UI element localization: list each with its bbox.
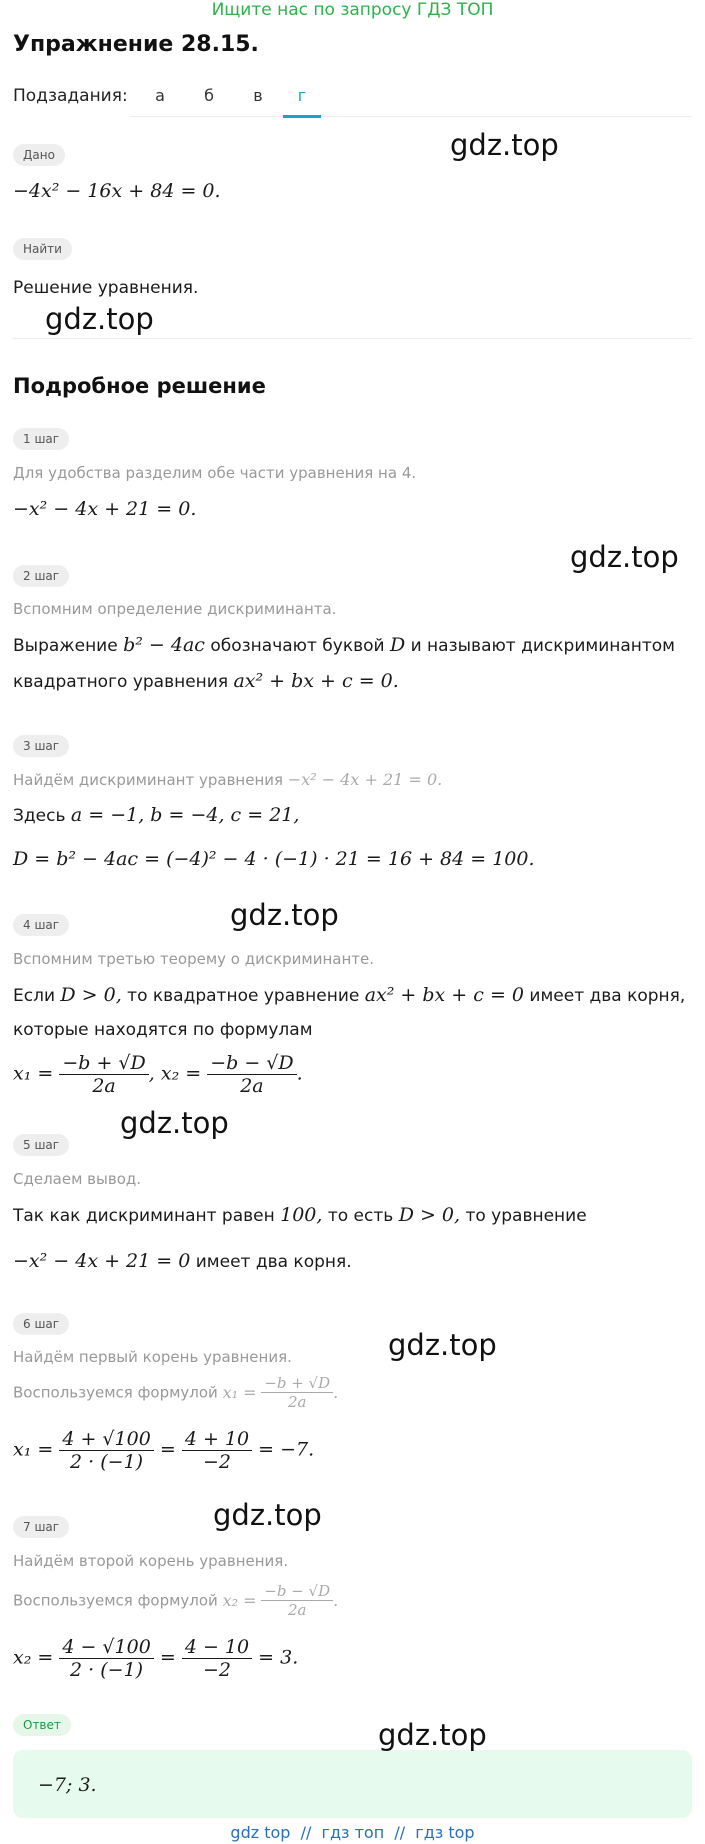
step-4-note: Вспомним третью теорему о дискриминанте. [13, 950, 375, 968]
step-5-text-line2: −x² − 4x + 21 = 0 имеет два корня. [13, 1250, 352, 1272]
tab-a[interactable]: а [155, 86, 165, 105]
step-4-text-line2: которые находятся по формулам [13, 1020, 313, 1040]
step-6-note: Найдём первый корень уравнения. [13, 1348, 292, 1366]
active-tab-indicator [283, 115, 321, 118]
watermark-3: gdz.top [570, 540, 679, 574]
watermark-8: gdz.top [378, 1718, 487, 1752]
tab-v[interactable]: в [253, 86, 263, 105]
tab-g[interactable]: г [297, 86, 307, 105]
section-divider [13, 338, 692, 339]
step-7-chip: 7 шаг [13, 1516, 69, 1538]
find-chip: Найти [13, 238, 72, 260]
answer-box [13, 1750, 692, 1818]
step-2-text-line2: квадратного уравнения ax² + bx + c = 0. [13, 670, 399, 692]
watermark-7: gdz.top [213, 1498, 322, 1532]
step-5-text-line1: Так как дискриминант равен 100, то есть D > 0, то уравнение [13, 1204, 587, 1226]
step-6-chip: 6 шаг [13, 1313, 69, 1335]
step-3-text: Здесь a = −1, b = −4, c = 21, [13, 804, 300, 826]
step-6-formula-note: Воспользуемся формулой x₁ = $\frac{-b + √D}{2a}$ . [13, 1374, 339, 1411]
step-7-formula-note: Воспользуемся формулой x₂ = $\frac{-b - √D}{2a}$ . [13, 1582, 339, 1619]
top-banner[interactable]: Ищите нас по запросу ГДЗ ТОП [211, 0, 494, 20]
step-5-note: Сделаем вывод. [13, 1170, 142, 1188]
step-3-note: Найдём дискриминант уравнения −x² − 4x + 21 = 0. [13, 770, 443, 789]
tab-b[interactable]: б [204, 86, 214, 105]
step-2-text-line1: Выражение b² − 4ac обозначают буквой D и называют дискриминантом [13, 634, 676, 656]
step-1-chip: 1 шаг [13, 428, 69, 450]
step-5-chip: 5 шаг [13, 1134, 69, 1156]
answer-value: −7; 3. [38, 1774, 97, 1796]
answer-chip: Ответ [13, 1714, 71, 1736]
watermark-6: gdz.top [388, 1328, 497, 1362]
step-3-chip: 3 шаг [13, 735, 69, 757]
watermark-1: gdz.top [450, 128, 559, 162]
solution-title: Подробное решение [13, 374, 266, 398]
watermark-5: gdz.top [120, 1106, 229, 1140]
step-2-note: Вспомним определение дискриминанта. [13, 600, 337, 618]
step-4-chip: 4 шаг [13, 914, 69, 936]
step-7-root: x₂ = $\frac{4 - √100}{2 \cdot (-1)}$ = $\frac{4 - 10}{-2}$ = 3. [13, 1636, 299, 1681]
step-2-chip: 2 шаг [13, 565, 69, 587]
step-7-note: Найдём второй корень уравнения. [13, 1552, 289, 1570]
page-title: Упражнение 28.15. [13, 32, 259, 57]
step-4-text-line1: Если D > 0, то квадратное уравнение ax² + bx + c = 0 имеет два корня, [13, 984, 686, 1006]
find-text: Решение уравнения. [13, 278, 199, 298]
watermark-2: gdz.top [45, 302, 154, 336]
given-equation: −4x² − 16x + 84 = 0. [13, 180, 221, 202]
footer-links[interactable]: gdz top // гдз топ // гдз top [230, 1823, 475, 1842]
step-3-discriminant: D = b² − 4ac = (−4)² − 4 · (−1) · 21 = 16 + 84 = 100. [13, 848, 535, 870]
step-1-note: Для удобства разделим обе части уравнения на 4. [13, 464, 417, 482]
step-4-formulas: x₁ = $\frac{-b + √D}{2a}$ , x₂ = $\frac{-b - √D}{2a}$ . [13, 1052, 303, 1097]
subtasks-label: Подзадания: [13, 86, 128, 106]
tabs-divider [130, 116, 692, 117]
step-6-root: x₁ = $\frac{4 + √100}{2 \cdot (-1)}$ = $\frac{4 + 10}{-2}$ = −7. [13, 1428, 315, 1473]
watermark-4: gdz.top [230, 898, 339, 932]
step-1-equation: −x² − 4x + 21 = 0. [13, 498, 197, 520]
given-chip: Дано [13, 144, 65, 166]
